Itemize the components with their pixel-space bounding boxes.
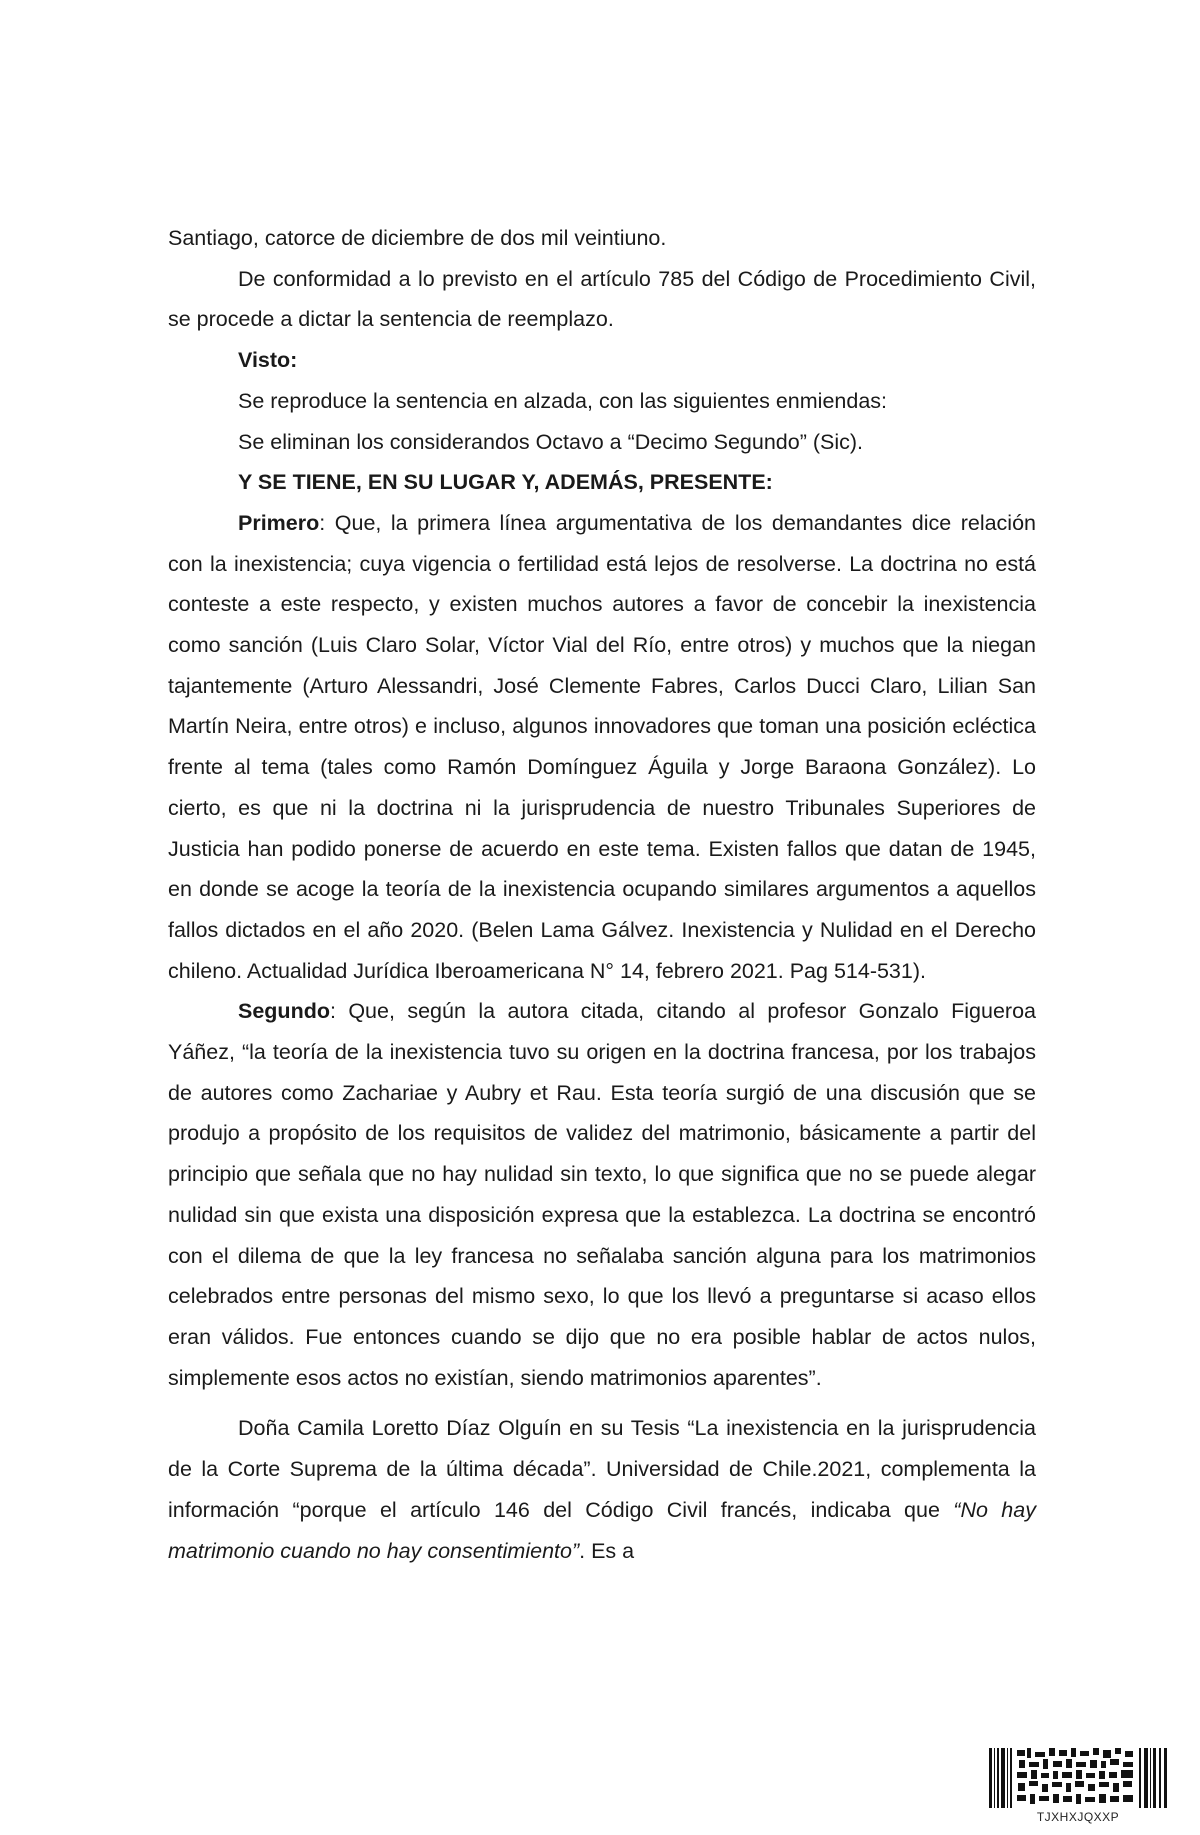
camila-paragraph: [168, 1408, 1036, 1571]
segundo-label: Segundo: [238, 999, 330, 1024]
segundo-paragraph: [168, 991, 1036, 1398]
primero-text: : Que, la primera línea argumentativa de los demandantes dice relación con la inexistencia; cuya vigencia o fertilidad está lejos de resolverse. La doctrina no está conteste a este respecto, y existen muchos autores a favor de concebir la inexistencia como sanción (Luis Claro Solar, Víctor Vial del Río, entre otros) y muchos que la niegan tajantemente (Arturo Alessandri, José Clemente Fabres, Carlos Ducci Claro, Lilian San Martín Neira, entre otros) e incluso, algunos innovadores que toman una posición ecléctica frente al tema (tales como Ramón Domínguez Águila y Jorge Baraona González). Lo cierto, es que ni la doctrina ni la jurisprudencia de nuestro Tribunales Superiores de Justicia han podido ponerse de acuerdo en este tema. Existen fallos que datan de 1945, en donde se acoge la teoría de la inexistencia ocupando similares argumentos a aquellos fallos dictados en el año 2020. (Belen Lama Gálvez. Inexistencia y Nulidad en el Derecho chileno. Actualidad Jurídica Iberoamericana N° 14, febrero 2021. Pag 514-531).: [168, 510, 1036, 983]
barcode: [987, 1748, 1169, 1824]
intro-paragraph: De conformidad a lo previsto en el artículo 785 del Código de Procedimiento Civil, se procede a dictar la sentencia de reemplazo.: [168, 266, 1036, 332]
primero-paragraph: [168, 503, 1036, 991]
eliminan-line: Se eliminan los considerandos Octavo a “Decimo Segundo” (Sic).: [238, 429, 863, 454]
reproduce-line: Se reproduce la sentencia en alzada, con las siguientes enmiendas:: [238, 388, 887, 413]
camila-quote: “No hay matrimonio cuando no hay consentimiento”: [168, 1497, 1036, 1563]
barcode-code: TJXHXJQXXP: [1036, 1810, 1120, 1824]
date-line: Santiago, catorce de diciembre de dos mil veintiuno.: [168, 226, 667, 250]
tiene-heading: Y SE TIENE, EN SU LUGAR Y, ADEMÁS, PRESENTE:: [238, 470, 773, 495]
visto-heading: Visto:: [238, 348, 298, 373]
document-body: [168, 218, 1036, 1571]
barcode-image: [987, 1748, 1169, 1808]
segundo-text: : Que, según la autora citada, citando al profesor Gonzalo Figueroa Yáñez, “la teoría de la inexistencia tuvo su origen en la doctrina francesa, por los trabajos de autores como Zachariae y Aubry et Rau. Esta teoría surgió de una discusión que se produjo a propósito de los requisitos de validez del matrimonio, básicamente a partir del principio que señala que no hay nulidad sin texto, lo que significa que no se puede alegar nulidad sin que exista una disposición expresa que la establezca. La doctrina se encontró con el dilema de que la ley francesa no señalaba sanción alguna para los matrimonios celebrados entre personas del mismo sexo, lo que los llevó a preguntarse si acaso ellos eran válidos. Fue entonces cuando se dijo que no era posible hablar de actos nulos, simplemente esos actos no existían, siendo matrimonios aparentes”.: [168, 999, 1036, 1390]
camila-text-before: Doña Camila Loretto Díaz Olguín en su Tesis “La inexistencia en la jurisprudencia de la Corte Suprema de la última década”. Universidad de Chile.2021, complementa la información “porque el artículo 146 del Código Civil francés, indicaba que: [168, 1416, 1036, 1522]
camila-text-after: . Es a: [579, 1538, 635, 1563]
primero-label: Primero: [238, 510, 320, 535]
